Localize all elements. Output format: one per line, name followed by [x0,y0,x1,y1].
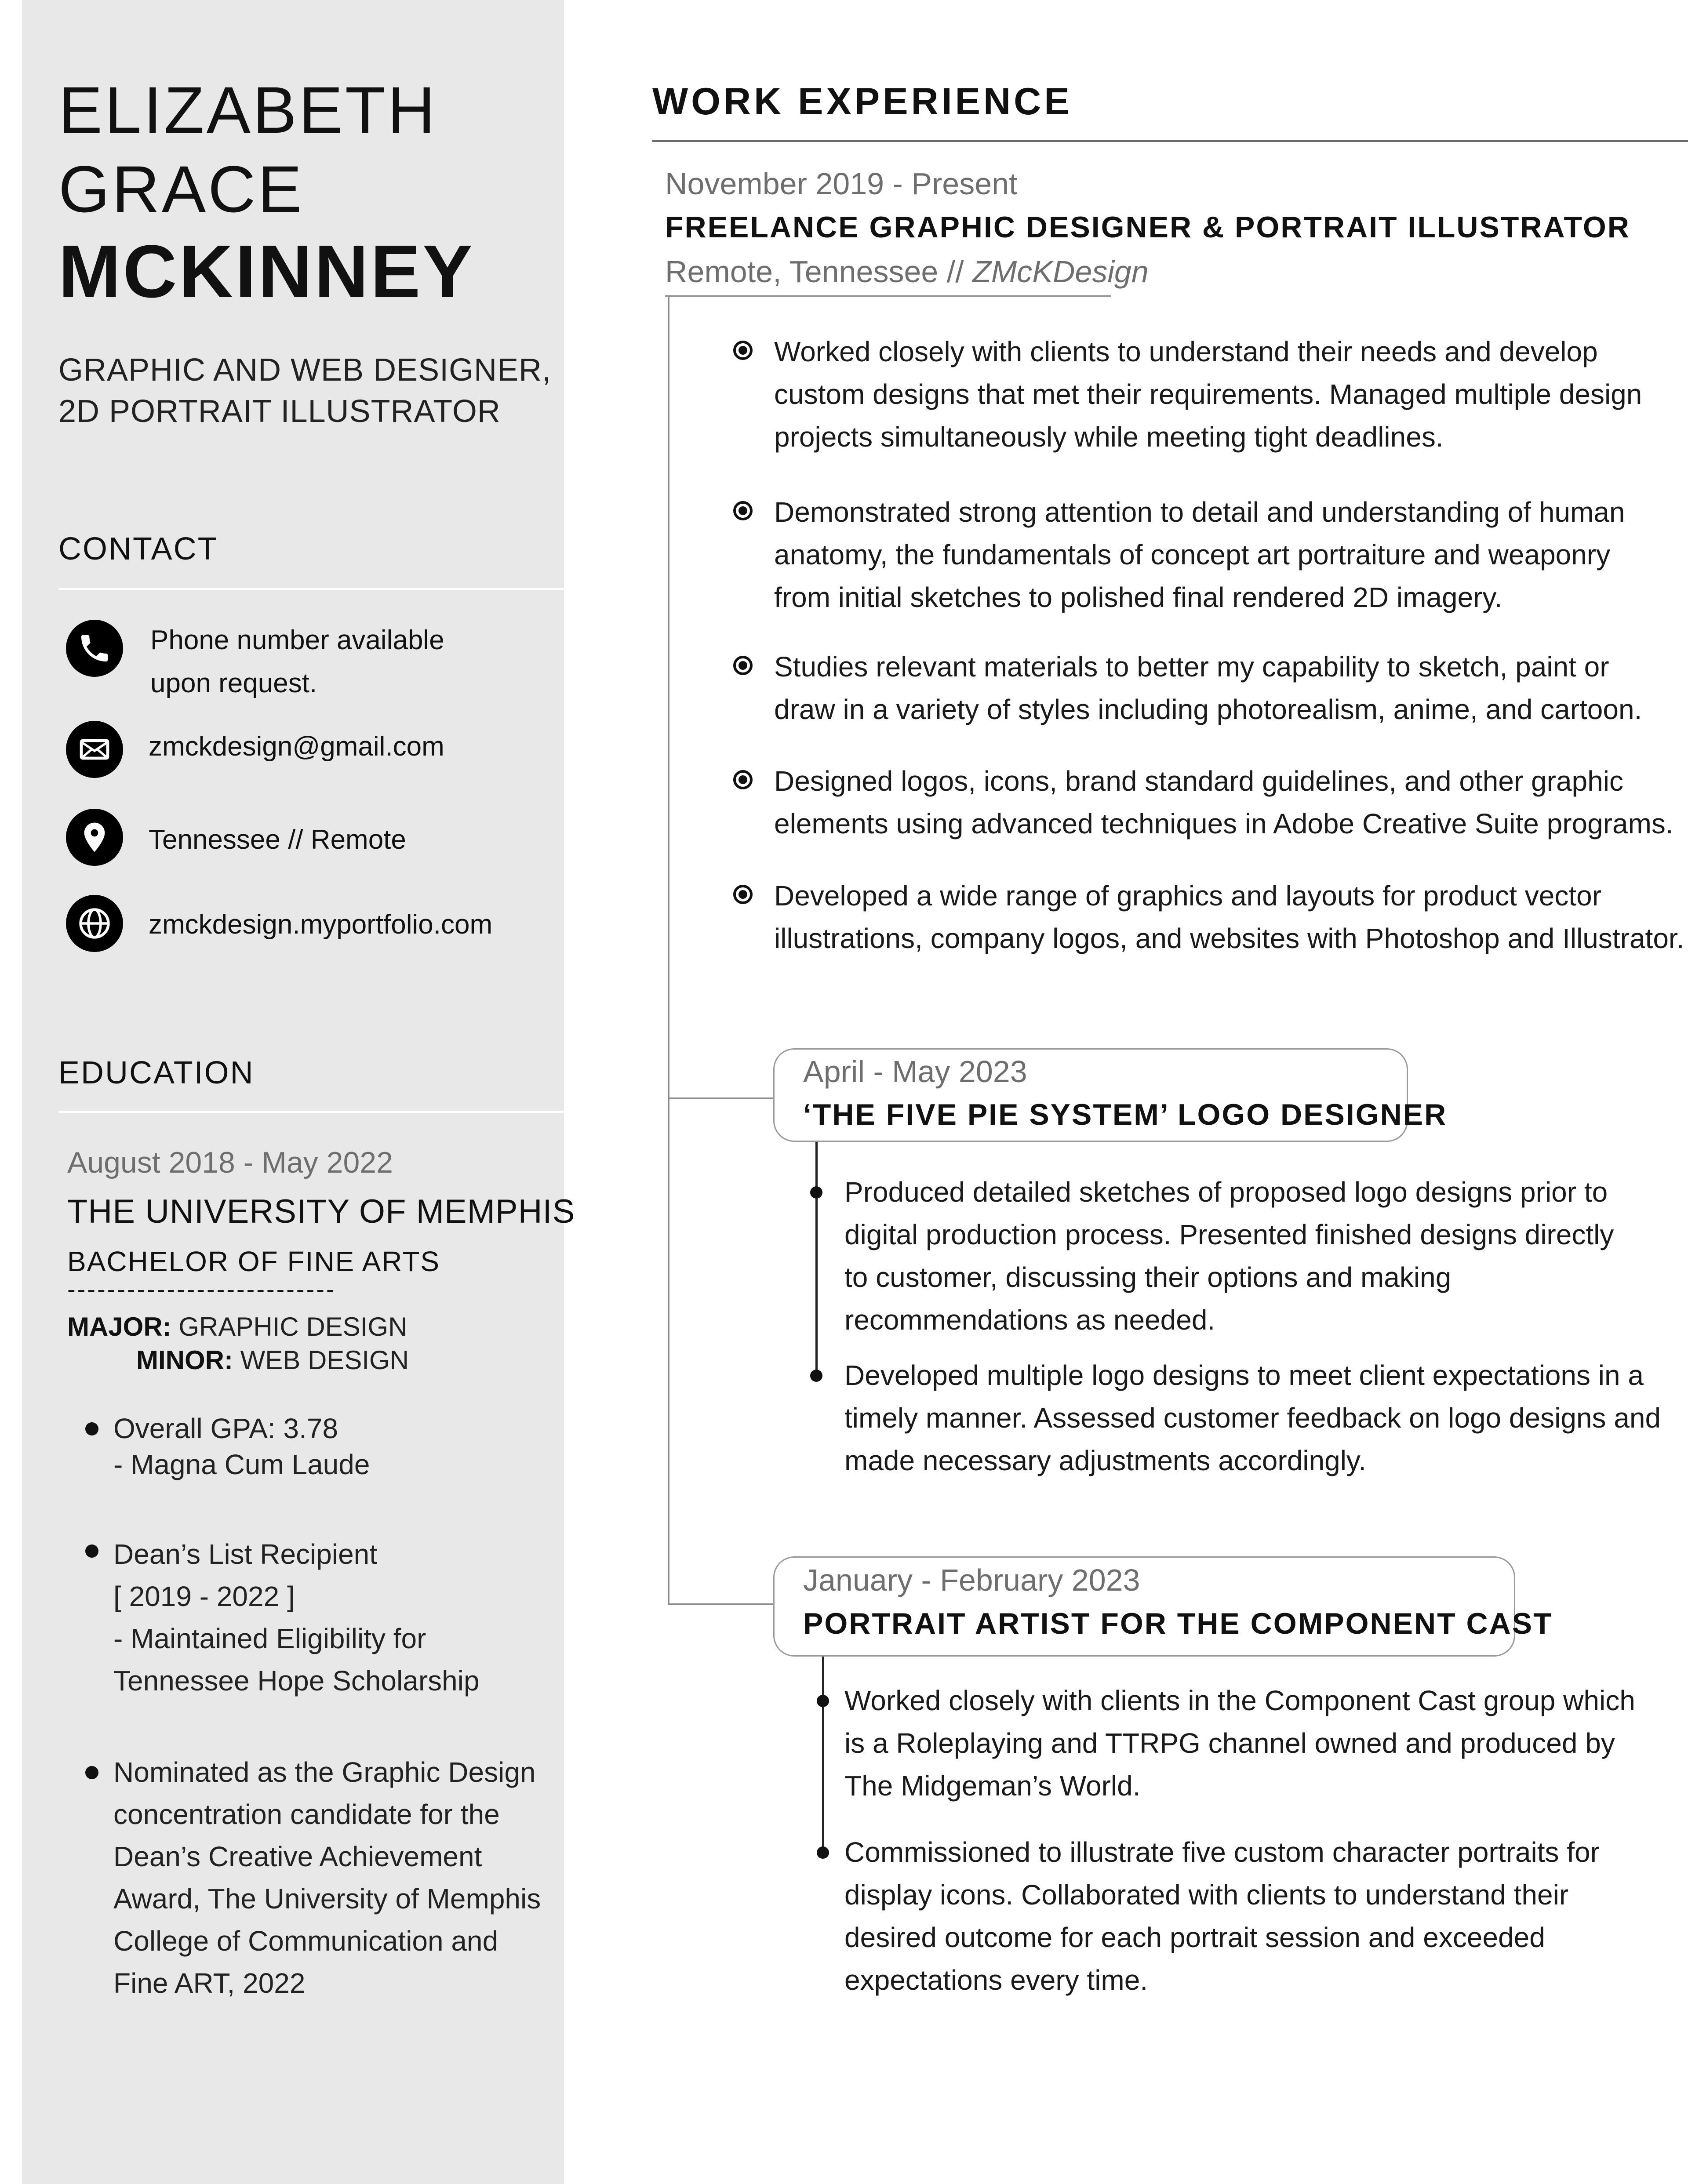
bullet-line: illustrations, company logos, and websites with Photoshop and Illustrator. [774,923,1684,954]
main-job-dates: November 2019 - Present [665,167,1018,201]
contact-email[interactable]: zmckdesign@gmail.com [149,731,444,762]
minor-label: MINOR: [136,1345,233,1375]
contact-divider [58,588,564,590]
sub-job-2-timeline [822,1657,824,1855]
bullet-line: anatomy, the fundamentals of concept art portraiture and weaponry [774,539,1611,571]
sub-job-1-dates: April - May 2023 [803,1054,1027,1089]
sub-job-2-title: PORTRAIT ARTIST FOR THE COMPONENT CAST [803,1607,1553,1640]
bullet-line: The Midgeman’s World. [844,1770,1141,1802]
name-middle: GRACE [58,152,304,226]
education-item-3 [113,1751,541,2004]
bullet-dot [810,1370,822,1382]
mail-icon [66,721,123,778]
edu-item-line: Overall GPA: 3.78 [113,1413,338,1444]
main-job-title: FREELANCE GRAPHIC DESIGNER & PORTRAIT ILLUSTRATOR [665,211,1630,244]
sub-job-1-bullet-1 [844,1171,1614,1341]
ring-bullet-icon [733,770,753,789]
main-job-underline [665,295,1111,297]
edu-item-line: - Maintained Eligibility for [113,1623,426,1654]
headline-line-1: GRAPHIC AND WEB DESIGNER, [58,352,552,388]
education-divider [58,1111,564,1113]
education-degree: BACHELOR OF FINE ARTS [67,1246,440,1277]
ring-bullet-icon [733,501,753,520]
bullet-line: timely manner. Assessed customer feedback on logo designs and [844,1402,1661,1434]
edu-item-line: Dean’s List Recipient [113,1538,378,1570]
edu-item-line: Award, The University of Memphis [113,1883,541,1915]
bullet-line: to customer, discussing their options and making [844,1261,1452,1293]
education-school: THE UNIVERSITY OF MEMPHIS [67,1193,575,1230]
main-job-location-text: Remote, Tennessee // [665,254,973,289]
timeline-vertical-line [668,295,669,1605]
bullet-dot [810,1186,822,1199]
bullet-line: Worked closely with clients to understand their needs and develop [774,336,1598,367]
bullet-line: Worked closely with clients in the Component Cast group which [844,1685,1635,1716]
education-item-1 [113,1407,370,1486]
bullet-line: Produced detailed sketches of proposed logo designs prior to [844,1176,1608,1208]
bullet-line: Studies relevant materials to better my capability to sketch, paint or [774,651,1609,683]
work-experience-heading: WORK EXPERIENCE [652,80,1073,123]
timeline-branch-1 [668,1097,773,1099]
major-label: MAJOR: [67,1312,171,1341]
ring-bullet-icon [733,885,753,904]
bullet-line: draw in a variety of styles including photorealism, anime, and cartoon. [774,694,1642,725]
education-dates: August 2018 - May 2022 [67,1146,393,1179]
education-dash-divider: --------------------------- [67,1275,336,1303]
education-heading: EDUCATION [58,1055,255,1090]
main-job-bullet-1 [774,331,1642,458]
timeline-branch-2 [668,1603,773,1605]
education-minor [136,1345,409,1375]
edu-item-line: Fine ART, 2022 [113,1967,306,1999]
main-job-bullet-4 [774,760,1673,845]
edu-item-line: - Magna Cum Laude [113,1449,370,1480]
main-job-bullet-5 [774,875,1684,960]
globe-icon [66,895,123,952]
sub-job-2-bullet-1 [844,1679,1635,1807]
contact-website[interactable]: zmckdesign.myportfolio.com [149,909,493,940]
bullet-line: Developed multiple logo designs to meet client expectations in a [844,1359,1644,1391]
bullet-dot [85,1422,98,1435]
bullet-dot [85,1766,98,1779]
bullet-line: Designed logos, icons, brand standard guidelines, and other graphic [774,765,1623,797]
main-job-bullet-3 [774,646,1642,731]
edu-item-line: College of Communication and [113,1925,498,1957]
bullet-dot [817,1695,829,1707]
sub-job-1-timeline [815,1142,818,1377]
edu-item-line: Nominated as the Graphic Design [113,1756,536,1788]
phone-icon [66,620,123,677]
bullet-line: desired outcome for each portrait session and exceeded [844,1922,1545,1953]
bullet-dot [85,1544,98,1558]
headline-line-2: 2D PORTRAIT ILLUSTRATOR [58,394,501,429]
bullet-line: from initial sketches to polished final rendered 2D imagery. [774,581,1502,613]
location-pin-icon [66,809,123,866]
ring-bullet-icon [733,656,753,675]
edu-item-line: Dean’s Creative Achievement [113,1841,482,1872]
bullet-line: recommendations as needed. [844,1304,1215,1336]
edu-item-line: concentration candidate for the [113,1799,500,1830]
bullet-line: made necessary adjustments accordingly. [844,1445,1366,1476]
education-major [67,1312,407,1342]
work-experience-divider [652,140,1688,142]
edu-item-line: Tennessee Hope Scholarship [113,1665,480,1697]
bullet-line: elements using advanced techniques in Adobe Creative Suite programs. [774,808,1673,839]
contact-phone-line-1: Phone number available [150,625,444,655]
contact-location: Tennessee // Remote [149,825,406,855]
bullet-line: digital production process. Presented finished designs directly [844,1219,1614,1250]
contact-phone-line-2: upon request. [150,668,317,698]
ring-bullet-icon [733,341,753,360]
sub-job-1-bullet-2 [844,1354,1661,1482]
education-item-2 [113,1533,480,1702]
bullet-line: is a Roleplaying and TTRPG channel owned and produced by [844,1727,1615,1759]
bullet-line: Demonstrated strong attention to detail and understanding of human [774,496,1625,528]
edu-item-line: [ 2019 - 2022 ] [113,1581,295,1612]
bullet-dot [817,1846,829,1859]
main-job-location [665,254,1149,289]
main-job-company: ZMcKDesign [972,254,1149,289]
name-last: MCKINNEY [58,230,475,313]
bullet-line: expectations every time. [844,1964,1148,1996]
main-job-bullet-2 [774,491,1625,619]
sub-job-1-title: ‘THE FIVE PIE SYSTEM’ LOGO DESIGNER [803,1098,1448,1131]
bullet-line: custom designs that met their requirements. Managed multiple design [774,378,1642,410]
bullet-line: projects simultaneously while meeting tight deadlines. [774,421,1444,453]
bullet-line: Developed a wide range of graphics and layouts for product vector [774,880,1601,912]
bullet-line: display icons. Collaborated with clients to understand their [844,1879,1569,1911]
minor-value: WEB DESIGN [240,1345,409,1375]
major-value: GRAPHIC DESIGN [178,1312,407,1341]
sub-job-2-dates: January - February 2023 [803,1563,1140,1597]
contact-heading: CONTACT [58,531,218,567]
name-first: ELIZABETH [58,73,437,147]
bullet-line: Commissioned to illustrate five custom character portraits for [844,1836,1600,1868]
sub-job-2-bullet-2 [844,1831,1600,2002]
